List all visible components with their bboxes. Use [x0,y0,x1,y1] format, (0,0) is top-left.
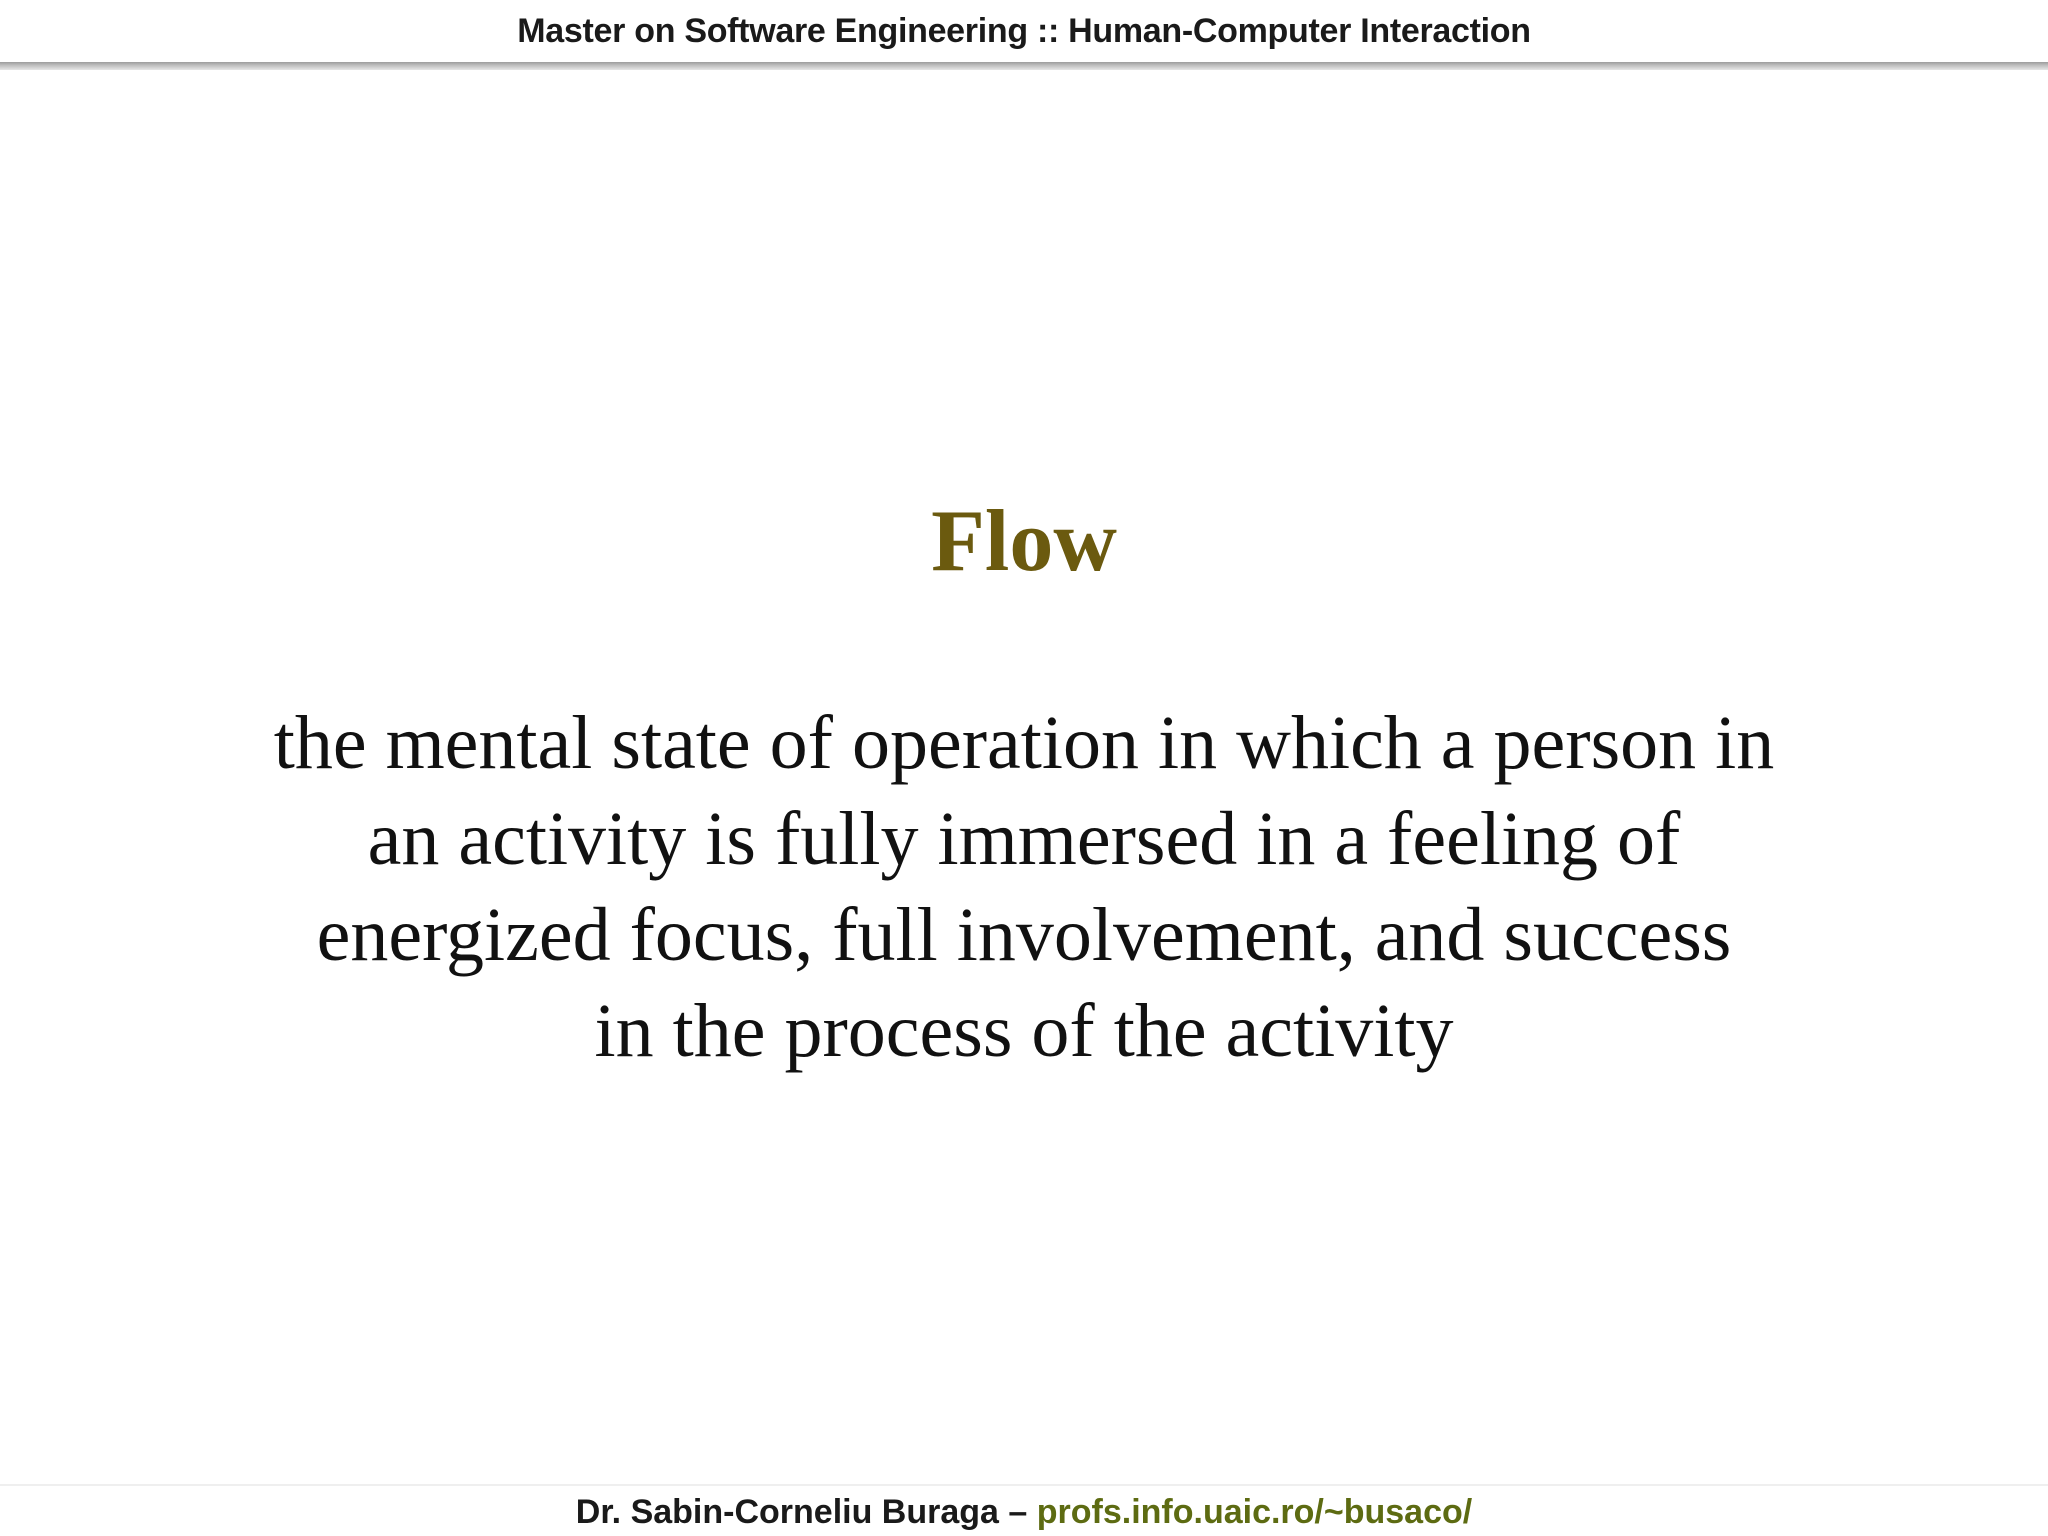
definition-line: an activity is fully immersed in a feeling of [367,797,1681,881]
author-website-link[interactable]: profs.info.uaic.ro/~busaco/ [1036,1493,1473,1531]
definition-line: in the process of the activity [594,989,1454,1073]
definition-line: energized focus, full involvement, and success [316,893,1732,977]
header-divider [0,62,2048,70]
definition-line: the mental state of operation in which a person in [273,701,1775,785]
definition-text [100,695,1948,1079]
header-bar [0,0,2048,62]
author-name: Dr. Sabin-Corneliu Buraga – [575,1493,1028,1531]
slide-title: Flow [931,493,1117,590]
course-title: Master on Software Engineering :: Human-Computer Interaction [517,12,1531,50]
footer-divider [0,1484,2048,1486]
footer [0,1493,2048,1532]
